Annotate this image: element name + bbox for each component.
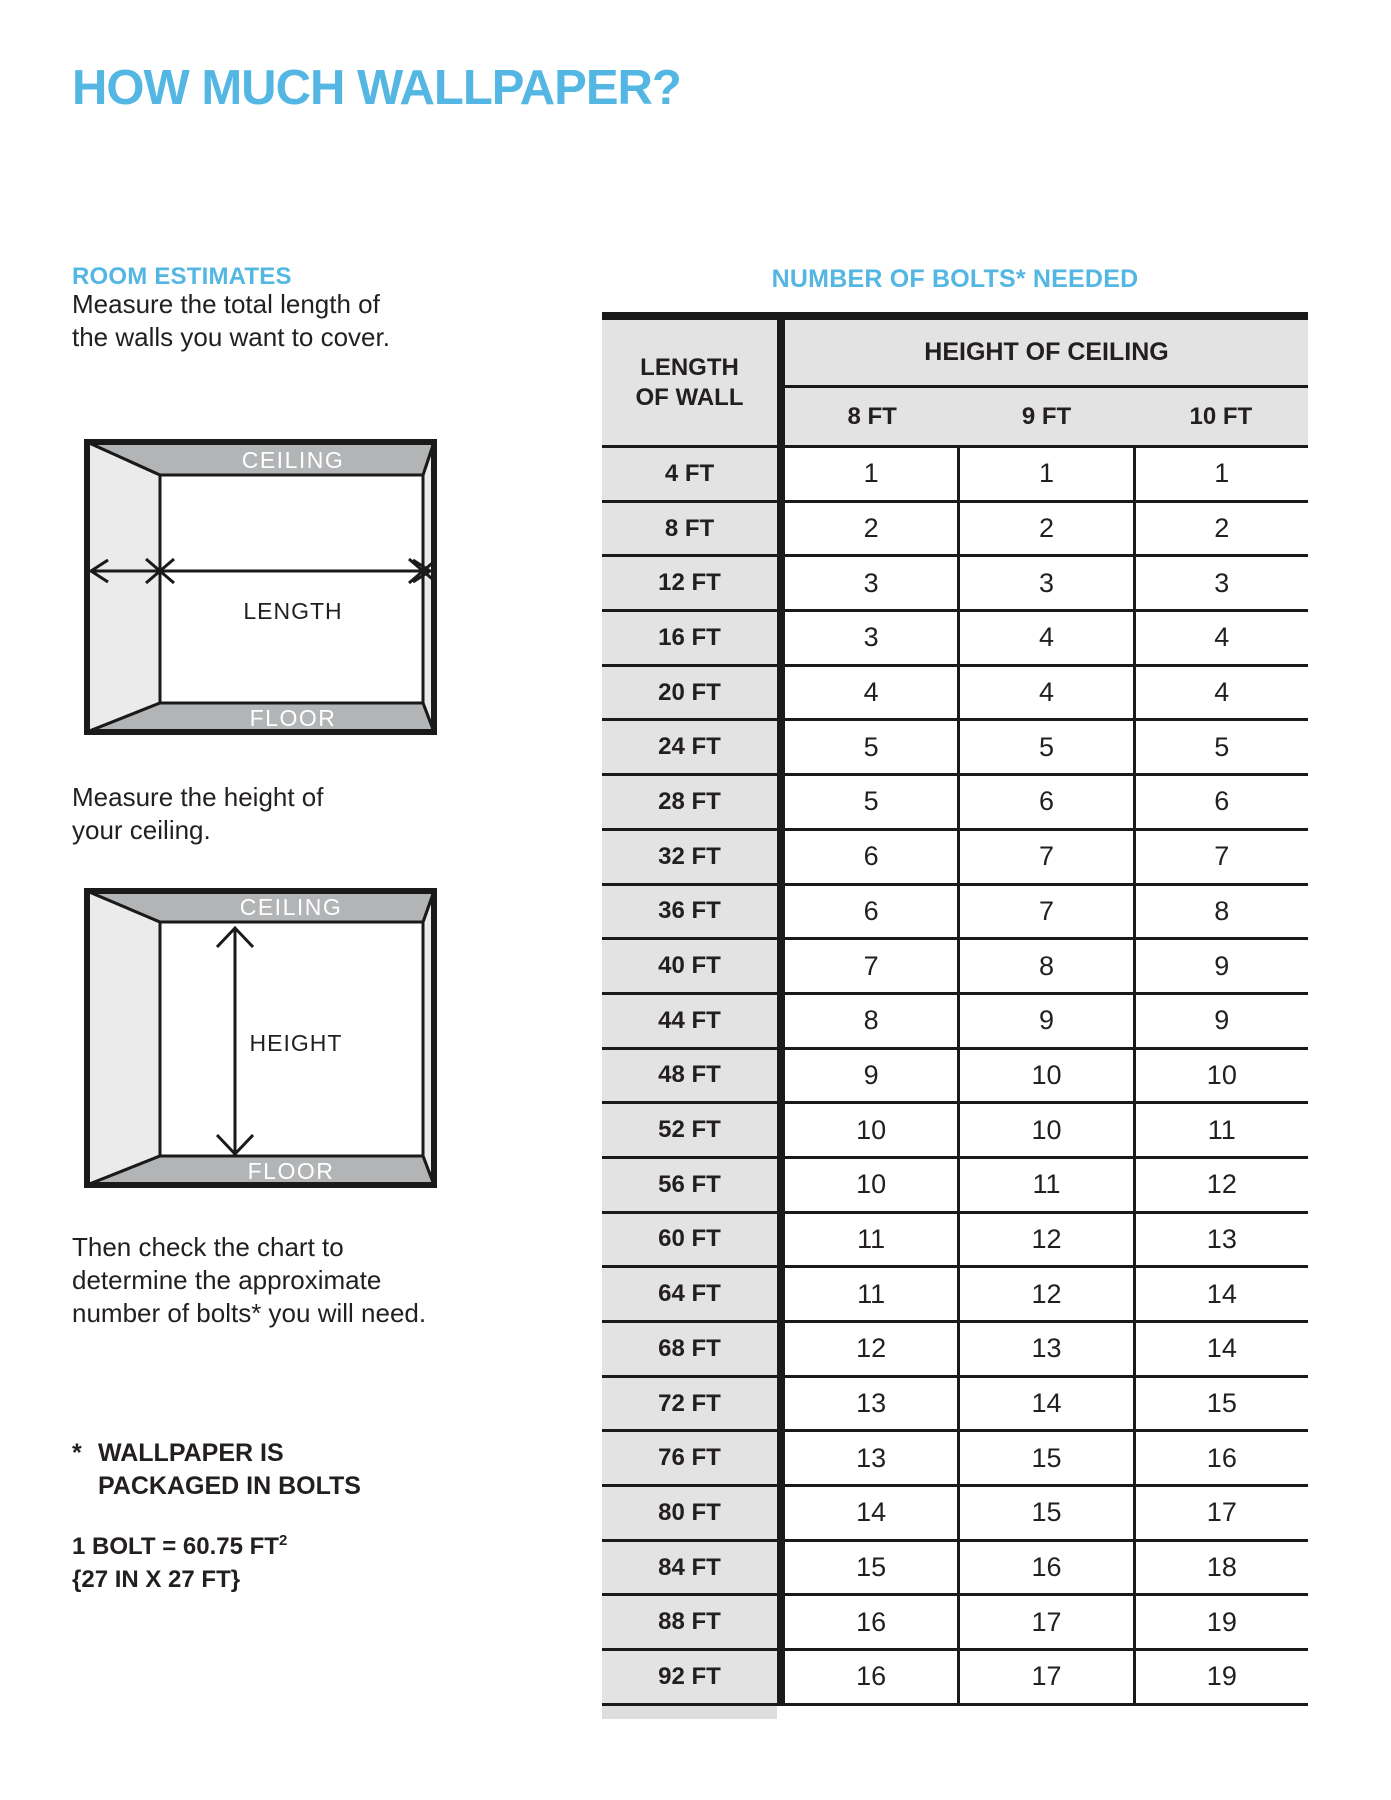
- wall-length-cell: 28 FT: [602, 776, 777, 831]
- wall-length-cell: 60 FT: [602, 1214, 777, 1269]
- column-divider: [777, 1487, 785, 1542]
- bolt-count-cell: 11: [1133, 1104, 1308, 1159]
- wall-length-cell: 92 FT: [602, 1651, 777, 1706]
- bolt-count-cell: 16: [1133, 1432, 1308, 1487]
- bolt-count-cell: 8: [785, 995, 957, 1050]
- column-divider: [777, 612, 785, 667]
- room-estimates-heading: ROOM ESTIMATES: [72, 263, 292, 290]
- bolt-count-cell: 12: [957, 1214, 1132, 1269]
- bolt-count-cell: 2: [785, 503, 957, 558]
- wall-length-cell: 76 FT: [602, 1432, 777, 1487]
- bolt-count-cell: 5: [1133, 721, 1308, 776]
- bolt-count-cell: 4: [1133, 667, 1308, 722]
- bolt-count-cell: 13: [785, 1432, 957, 1487]
- bolt-count-cell: 1: [785, 448, 957, 503]
- column-header-10ft: 10 FT: [1189, 402, 1253, 430]
- wall-length-cell: 64 FT: [602, 1268, 777, 1323]
- bolt-equation-text: 1 BOLT = 60.75 FT: [72, 1533, 279, 1560]
- instruction-check-chart: [72, 1231, 426, 1330]
- instruction-line: the walls you want to cover.: [72, 322, 390, 352]
- wall-length-cell: 56 FT: [602, 1159, 777, 1214]
- table-row: [602, 995, 1308, 1050]
- table-row: [602, 557, 1308, 612]
- instruction-line: your ceiling.: [72, 815, 211, 845]
- bolt-count-cell: 9: [1133, 940, 1308, 995]
- column-divider: [777, 995, 785, 1050]
- page-title: HOW MUCH WALLPAPER?: [72, 61, 681, 115]
- bolt-count-cell: 17: [957, 1596, 1132, 1651]
- wall-length-cell: 88 FT: [602, 1596, 777, 1651]
- bolt-count-cell: 10: [1133, 1050, 1308, 1105]
- bolt-count-cell: 14: [1133, 1323, 1308, 1378]
- bolt-count-cell: 8: [1133, 886, 1308, 941]
- table-row: [602, 1432, 1308, 1487]
- wall-length-cell: 4 FT: [602, 448, 777, 503]
- column-divider: [777, 1378, 785, 1433]
- bolt-count-cell: 1: [1133, 448, 1308, 503]
- label-column-tail: [602, 1706, 777, 1719]
- column-divider: [777, 1596, 785, 1651]
- table-row: [602, 1104, 1308, 1159]
- column-divider: [777, 557, 785, 612]
- table-row: [602, 940, 1308, 995]
- table-top-border: [602, 312, 1308, 320]
- table-body: [602, 448, 1308, 1706]
- bolt-count-cell: 19: [1133, 1651, 1308, 1706]
- column-divider: [777, 1268, 785, 1323]
- table-row: [602, 1487, 1308, 1542]
- footnote-line: PACKAGED IN BOLTS: [98, 1472, 361, 1500]
- bolt-count-cell: 1: [957, 448, 1132, 503]
- column-divider: [777, 1104, 785, 1159]
- footnote-line: WALLPAPER IS: [98, 1439, 284, 1467]
- wall-length-cell: 12 FT: [602, 557, 777, 612]
- table-row: [602, 667, 1308, 722]
- bolt-count-cell: 10: [957, 1050, 1132, 1105]
- bolt-count-cell: 19: [1133, 1596, 1308, 1651]
- bolt-count-cell: 15: [957, 1432, 1132, 1487]
- instruction-line: number of bolts* you will need.: [72, 1298, 427, 1328]
- bolt-count-cell: 18: [1133, 1542, 1308, 1597]
- bolt-count-cell: 5: [785, 776, 957, 831]
- height-room-diagram: [84, 888, 437, 1188]
- bolt-count-cell: 16: [957, 1542, 1132, 1597]
- bolt-count-cell: 3: [1133, 557, 1308, 612]
- wall-length-cell: 48 FT: [602, 1050, 777, 1105]
- header-line: LENGTH: [640, 353, 739, 381]
- bolt-count-cell: 2: [1133, 503, 1308, 558]
- bolt-count-cell: 13: [785, 1378, 957, 1433]
- wall-length-cell: 52 FT: [602, 1104, 777, 1159]
- bolt-count-cell: 4: [1133, 612, 1308, 667]
- bolt-count-cell: 6: [957, 776, 1132, 831]
- bolt-count-cell: 4: [957, 667, 1132, 722]
- column-header-9ft: 9 FT: [1021, 402, 1072, 430]
- column-divider: [777, 721, 785, 776]
- bolt-count-cell: 14: [1133, 1268, 1308, 1323]
- bolt-count-cell: 14: [785, 1487, 957, 1542]
- left-wall: [87, 891, 160, 1185]
- instruction-measure-height: [72, 781, 324, 847]
- bolt-count-cell: 13: [957, 1323, 1132, 1378]
- bolt-count-cell: 17: [1133, 1487, 1308, 1542]
- bolt-count-cell: 3: [785, 612, 957, 667]
- bolt-count-cell: 12: [957, 1268, 1132, 1323]
- bolt-count-cell: 10: [957, 1104, 1132, 1159]
- table-row: [602, 721, 1308, 776]
- column-divider: [777, 320, 785, 448]
- bolt-count-cell: 5: [957, 721, 1132, 776]
- bolts-footnote: [72, 1437, 361, 1503]
- height-label: HEIGHT: [249, 1030, 343, 1056]
- bolt-count-cell: 9: [785, 1050, 957, 1105]
- instruction-line: Then check the chart to: [72, 1232, 344, 1262]
- bolt-equation: [72, 1524, 287, 1563]
- column-divider: [777, 448, 785, 503]
- column-divider: [777, 667, 785, 722]
- table-row: [602, 1268, 1308, 1323]
- bolt-count-cell: 15: [785, 1542, 957, 1597]
- bolt-count-cell: 11: [785, 1268, 957, 1323]
- wall-length-cell: 72 FT: [602, 1378, 777, 1433]
- bolt-count-cell: 10: [785, 1159, 957, 1214]
- wall-length-cell: 36 FT: [602, 886, 777, 941]
- length-label: LENGTH: [243, 598, 343, 624]
- height-of-ceiling-header: HEIGHT OF CEILING: [785, 320, 1308, 388]
- bolt-count-cell: 9: [957, 995, 1132, 1050]
- back-wall: [160, 475, 423, 703]
- bolt-count-cell: 7: [1133, 831, 1308, 886]
- bolt-count-cell: 6: [785, 886, 957, 941]
- instruction-line: determine the approximate: [72, 1265, 382, 1295]
- bolt-count-cell: 8: [957, 940, 1132, 995]
- column-divider: [777, 1214, 785, 1269]
- wall-length-cell: 24 FT: [602, 721, 777, 776]
- column-divider: [777, 776, 785, 831]
- table-row: [602, 1596, 1308, 1651]
- bolt-count-cell: 2: [957, 503, 1132, 558]
- bolt-count-cell: 11: [785, 1214, 957, 1269]
- column-divider: [777, 1542, 785, 1597]
- column-divider: [777, 831, 785, 886]
- table-row: [602, 448, 1308, 503]
- table-row: [602, 1214, 1308, 1269]
- wall-length-cell: 8 FT: [602, 503, 777, 558]
- bolt-dimensions: {27 IN X 27 FT}: [72, 1566, 241, 1593]
- column-divider: [777, 1159, 785, 1214]
- column-divider: [777, 1323, 785, 1378]
- table-header: [602, 320, 1308, 448]
- header-line: OF WALL: [635, 383, 744, 411]
- bolt-count-cell: 5: [785, 721, 957, 776]
- table-row: [602, 1159, 1308, 1214]
- length-room-diagram: [84, 439, 437, 735]
- instruction-measure-length: [72, 288, 390, 354]
- column-divider: [777, 503, 785, 558]
- table-row: [602, 503, 1308, 558]
- bolt-count-cell: 3: [957, 557, 1132, 612]
- bolt-count-cell: 7: [957, 886, 1132, 941]
- wall-length-cell: 68 FT: [602, 1323, 777, 1378]
- bolt-count-cell: 9: [1133, 995, 1308, 1050]
- bolt-count-cell: 16: [785, 1651, 957, 1706]
- wall-length-cell: 20 FT: [602, 667, 777, 722]
- bolt-count-cell: 4: [785, 667, 957, 722]
- column-header-8ft: 8 FT: [847, 402, 897, 430]
- bolt-count-cell: 6: [785, 831, 957, 886]
- bolt-count-cell: 15: [957, 1487, 1132, 1542]
- bolt-count-cell: 7: [957, 831, 1132, 886]
- instruction-line: Measure the height of: [72, 782, 324, 812]
- bolt-count-cell: 12: [1133, 1159, 1308, 1214]
- column-divider: [777, 1050, 785, 1105]
- column-divider: [777, 886, 785, 941]
- wall-length-cell: 80 FT: [602, 1487, 777, 1542]
- column-divider: [777, 1432, 785, 1487]
- bolt-count-cell: 17: [957, 1651, 1132, 1706]
- bolt-count-cell: 3: [785, 557, 957, 612]
- table-row: [602, 886, 1308, 941]
- bolts-needed-heading: NUMBER OF BOLTS* NEEDED: [771, 265, 1139, 293]
- table-row: [602, 1542, 1308, 1597]
- column-divider: [777, 1651, 785, 1706]
- asterisk: *: [72, 1439, 82, 1467]
- wall-length-cell: 84 FT: [602, 1542, 777, 1597]
- bolt-count-cell: 10: [785, 1104, 957, 1159]
- bolt-count-cell: 11: [957, 1159, 1132, 1214]
- floor-label: FLOOR: [249, 705, 337, 731]
- table-row: [602, 612, 1308, 667]
- bolt-count-cell: 6: [1133, 776, 1308, 831]
- ceiling-label: CEILING: [241, 447, 345, 473]
- bolts-table: [602, 312, 1308, 1719]
- length-of-wall-header: [602, 320, 777, 448]
- ceiling-height-columns: [785, 388, 1308, 445]
- bolt-exponent: 2: [278, 1532, 288, 1549]
- table-row: [602, 776, 1308, 831]
- column-divider: [777, 940, 785, 995]
- bolt-count-cell: 7: [785, 940, 957, 995]
- wall-length-cell: 40 FT: [602, 940, 777, 995]
- table-row: [602, 831, 1308, 886]
- bolt-count-cell: 13: [1133, 1214, 1308, 1269]
- bolt-count-cell: 16: [785, 1596, 957, 1651]
- ceiling-label: CEILING: [239, 894, 343, 920]
- bolt-definition: [72, 1524, 287, 1596]
- wall-length-cell: 16 FT: [602, 612, 777, 667]
- table-row: [602, 1378, 1308, 1433]
- table-row: [602, 1651, 1308, 1706]
- bolt-count-cell: 15: [1133, 1378, 1308, 1433]
- floor-label: FLOOR: [247, 1158, 335, 1184]
- wall-length-cell: 44 FT: [602, 995, 777, 1050]
- bolt-count-cell: 12: [785, 1323, 957, 1378]
- table-row: [602, 1323, 1308, 1378]
- left-wall: [87, 442, 160, 732]
- bolt-count-cell: 14: [957, 1378, 1132, 1433]
- instruction-line: Measure the total length of: [72, 289, 380, 319]
- table-row: [602, 1050, 1308, 1105]
- wall-length-cell: 32 FT: [602, 831, 777, 886]
- bolt-count-cell: 4: [957, 612, 1132, 667]
